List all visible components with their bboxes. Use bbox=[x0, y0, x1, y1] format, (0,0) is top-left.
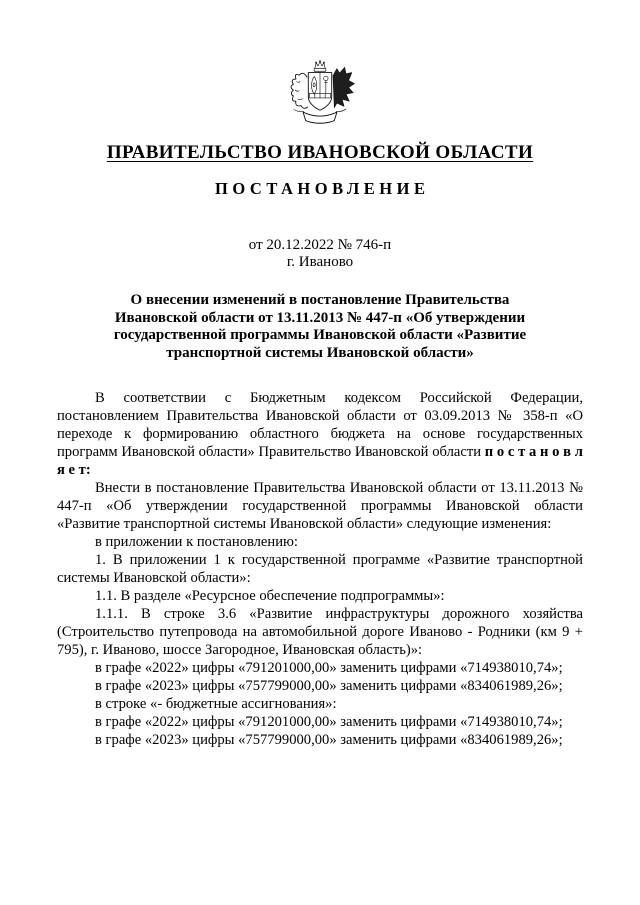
emblem-wrap bbox=[0, 0, 640, 128]
paragraph: Внести в постановление Правительства Ивановской области от 13.11.2013 № 447-п «Об утверждении государственной программы Ивановской области «Развитие транспортной системы Ивановской области» следующие изменения: bbox=[57, 480, 583, 532]
paragraph: в графе «2023» цифры «757799000,00» заменить цифрами «834061989,26»; bbox=[95, 678, 563, 694]
paragraph: в графе «2023» цифры «757799000,00» заменить цифрами «834061989,26»; bbox=[95, 732, 563, 748]
paragraph: в графе «2022» цифры «791201000,00» заменить цифрами «714938010,74»; bbox=[95, 660, 563, 676]
date-number-line: от 20.12.2022 № 746-п bbox=[248, 237, 392, 253]
paragraph: в графе «2022» цифры «791201000,00» заменить цифрами «714938010,74»; bbox=[95, 714, 563, 730]
city-line: г. Иваново bbox=[286, 253, 354, 270]
paragraph: в приложении к постановлению: bbox=[95, 534, 298, 550]
paragraph: 1.1. В разделе «Ресурсное обеспечение подпрограммы»: bbox=[95, 588, 445, 604]
document-body bbox=[0, 389, 640, 749]
organization-title: ПРАВИТЕЛЬСТВО ИВАНОВСКОЙ ОБЛАСТИ bbox=[106, 142, 534, 163]
document-type-title: ПОСТАНОВЛЕНИЕ bbox=[215, 179, 430, 198]
paragraph: В соответствии с Бюджетным кодексом Российской Федерации, постановлением Правительства Ивановской области от 03.09.2013 № 358-п «О переходе к формированию областного бюджета на основе государственных программ Ивановской области» Правительство Ивановской области п о с т а н о в л я е т: bbox=[57, 390, 583, 478]
paragraph: 1.1.1. В строке 3.6 «Развитие инфраструктуры дорожного хозяйства (Строительство путепровода на автомобильной дороге Иваново - Родники (км 9 + 795), г. Иваново, шоссе Загородное, Ивановская область)»: bbox=[57, 606, 583, 658]
document-subject: О внесении изменений в постановление Правительства Ивановской области от 13.11.2013 № 447-п «Об утверждении государственной программы Ивановской области «Развитие транспортной системы Ивановской области» bbox=[113, 292, 527, 361]
coat-of-arms-icon bbox=[281, 60, 359, 128]
paragraph: в строке «- бюджетные ассигнования»: bbox=[95, 696, 337, 712]
paragraph: 1. В приложении 1 к государственной программе «Развитие транспортной системы Ивановской области»: bbox=[57, 552, 583, 586]
resolves-keyword: п о с т а н о в л я е т: bbox=[57, 444, 583, 478]
date-block bbox=[0, 237, 640, 270]
